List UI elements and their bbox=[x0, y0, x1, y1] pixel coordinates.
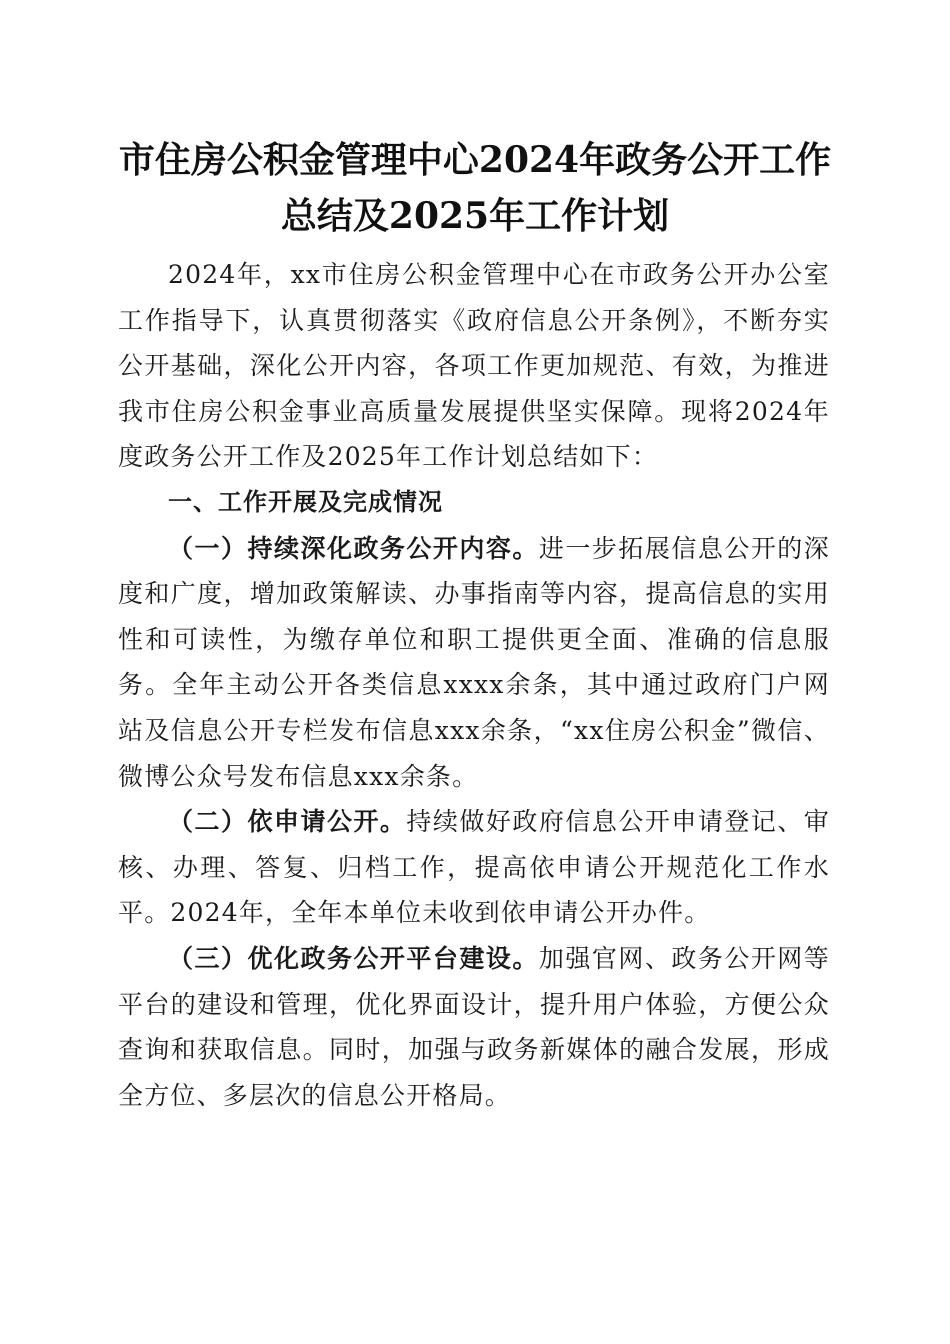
document-title bbox=[80, 132, 870, 244]
title-line-1: 市住房公积金管理中心2024年政务公开工作 bbox=[118, 139, 832, 181]
item-lead-2: （二）依申请公开。 bbox=[168, 807, 407, 837]
document-body bbox=[118, 252, 830, 1118]
item-text-2: 持续做好政府信息公开申请登记、审核、办理、答复、归档工作，提高依申请公开规范化工作水平。2024年，全年本单位未收到依申请公开办件。 bbox=[118, 807, 830, 928]
item-paragraph-2 bbox=[118, 799, 830, 936]
intro-paragraph: 2024年，xx市住房公积金管理中心在市政务公开办公室工作指导下，认真贯彻落实《政府信息公开条例》，不断夯实公开基础，深化公开内容，各项工作更加规范、有效，为推进我市住房公积金事业高质量发展提供坚实保障。现将2024年度政务公开工作及2025年工作计划总结如下： bbox=[118, 260, 830, 472]
title-line-2: 总结及2025年工作计划 bbox=[280, 195, 670, 237]
item-paragraph-1 bbox=[118, 526, 830, 800]
item-lead-1: （一）持续深化政务公开内容。 bbox=[168, 533, 539, 563]
item-lead-3: （三）优化政务公开平台建设。 bbox=[168, 943, 539, 973]
item-paragraph-3 bbox=[118, 936, 830, 1118]
section-heading-1: 一、工作开展及完成情况 bbox=[168, 487, 443, 516]
item-text-3: 加强官网、政务公开网等平台的建设和管理，优化界面设计，提升用户体验，方便公众查询和获取信息。同时，加强与政务新媒体的融合发展，形成全方位、多层次的信息公开格局。 bbox=[118, 943, 831, 1110]
item-text-1: 进一步拓展信息公开的深度和广度，增加政策解读、办事指南等内容，提高信息的实用性和可读性，为缴存单位和职工提供更全面、准确的信息服务。全年主动公开各类信息xxxx余条，其中通过政府门户网站及信息公开专栏发布信息xxx余条，“xx住房公积金”微信、微博公众号发布信息xxx余条。 bbox=[118, 533, 831, 791]
